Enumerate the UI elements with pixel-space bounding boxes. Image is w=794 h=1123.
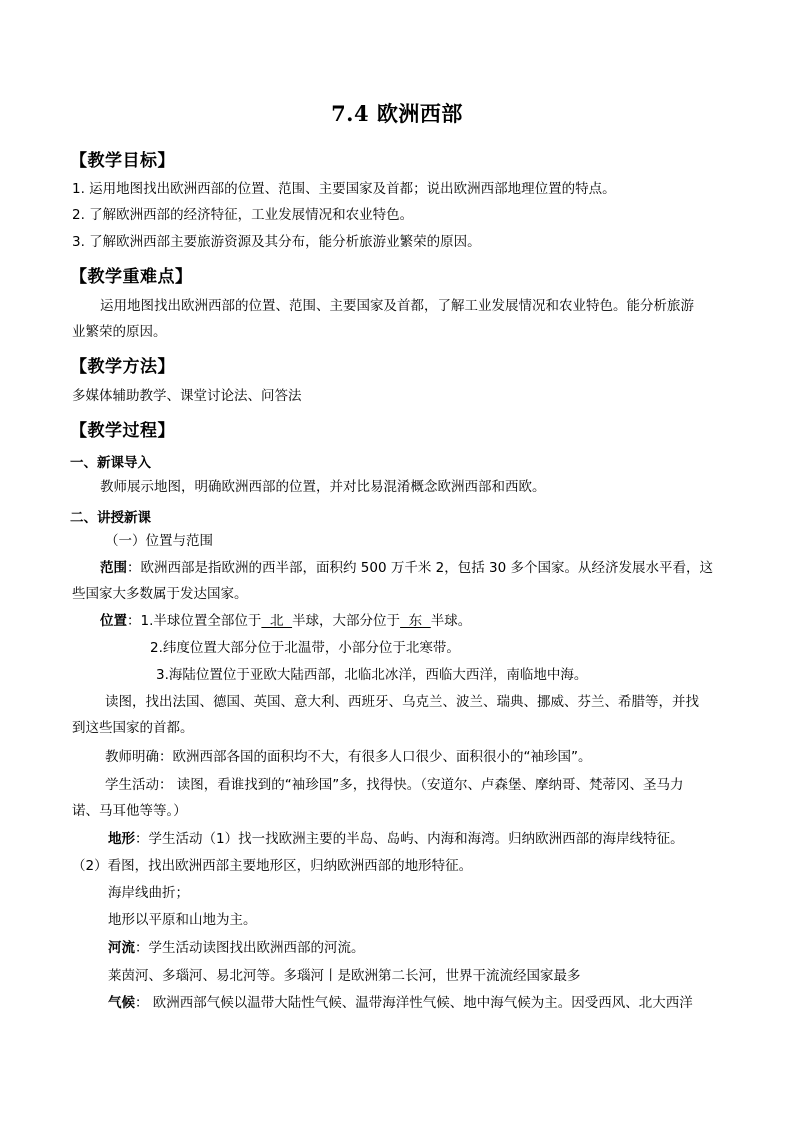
climate-label: 气候 — [108, 995, 135, 1011]
key-points-line-2: 业繁荣的原因。 — [72, 324, 167, 340]
methods-text: 多媒体辅助教学、课堂讨论法、问答法 — [72, 388, 302, 404]
subsection-1-title: （一）位置与范围 — [105, 533, 213, 549]
reading-line-2: 到这些国家的首都。 — [72, 720, 194, 736]
landform-text: 地形以平原和山地为主。 — [108, 912, 257, 928]
rivers-label: 河流 — [108, 940, 135, 956]
part1-title: 一、新课导入 — [70, 455, 151, 471]
document-title: 7.4 欧洲西部 — [331, 101, 463, 126]
position-text-a: ：1.半球位置全部位于 — [127, 613, 262, 629]
goal-item-3: 3. 了解欧洲西部主要旅游资源及其分布，能分析旅游业繁荣的原因。 — [72, 234, 481, 250]
hemisphere-blank-north: 北 — [261, 613, 293, 629]
position-label: 位置 — [100, 613, 127, 629]
key-points-line-1: 运用地图找出欧洲西部的位置、范围、主要国家及首都，了解工业发展情况和农业特色。能分析旅游 — [100, 298, 694, 314]
position-line-2: 2.纬度位置大部分位于北温带，小部分位于北寒带。 — [150, 640, 460, 656]
reading-line-1: 读图，找出法国、德国、英国、意大利、西班牙、乌克兰、波兰、瑞典、挪威、芬兰、希腊等，并找 — [105, 694, 699, 710]
terrain-text: ：学生活动（1）找一找欧洲主要的半岛、岛屿、内海和海湾。归纳欧洲西部的海岸线特征。 — [135, 831, 684, 847]
climate-text: ： 欧洲西部气候以温带大陆性气候、温带海洋性气候、地中海气候为主。因受西风、北大西洋 — [135, 995, 693, 1011]
coastline-text: 海岸线曲折； — [108, 885, 189, 901]
student-activity-line-1: 学生活动： 读图，看谁找到的“袖珍国”多，找得快。（安道尔、卢森堡、摩纳哥、梵蒂冈、圣马力 — [105, 777, 684, 793]
position-line-3: 3.海陆位置位于亚欧大陆西部，北临北冰洋，西临大西洋，南临地中海。 — [156, 667, 588, 683]
terrain-line-1 — [108, 830, 684, 848]
goal-item-2: 2. 了解欧洲西部的经济特征，工业发展情况和农业特色。 — [72, 207, 414, 223]
process-heading: 【教学过程】 — [70, 421, 175, 441]
climate-line — [108, 994, 693, 1012]
range-label: 范围 — [100, 560, 127, 576]
goals-heading: 【教学目标】 — [70, 151, 175, 171]
position-text-b: 半球，大部分位于 — [292, 613, 401, 629]
terrain-label: 地形 — [108, 831, 135, 847]
part1-text: 教师展示地图，明确欧洲西部的位置，并对比易混淆概念欧洲西部和西欧。 — [100, 479, 546, 495]
position-line-1 — [100, 612, 471, 630]
rivers-line-2: 莱茵河、多瑙河、易北河等。多瑙河丨是欧洲第二长河，世界干流流经国家最多 — [108, 968, 581, 984]
part2-title: 二、讲授新课 — [70, 510, 151, 526]
range-line-1 — [100, 559, 713, 577]
terrain-line-2: （2）看图，找出欧洲西部主要地形区，归纳欧洲西部的地形特征。 — [72, 858, 473, 874]
goal-item-1: 1. 运用地图找出欧洲西部的位置、范围、主要国家及首都；说出欧洲西部地理位置的特点。 — [72, 181, 616, 197]
student-activity-line-2: 诺、马耳他等等。） — [72, 803, 187, 819]
teacher-statement: 教师明确：欧洲西部各国的面积均不大，有很多人口很少、面积很小的“袖珍国”。 — [105, 749, 592, 765]
rivers-text: ：学生活动读图找出欧洲西部的河流。 — [135, 940, 365, 956]
range-line-2: 些国家大多数属于发达国家。 — [72, 586, 248, 602]
rivers-line-1 — [108, 939, 365, 957]
key-points-heading: 【教学重难点】 — [70, 267, 193, 287]
range-text: ：欧洲西部是指欧洲的西半部，面积约 500 万千米 2，包括 30 多个国家。从经济发展水平看，这 — [127, 560, 713, 576]
methods-heading: 【教学方法】 — [70, 357, 175, 377]
position-text-c: 半球。 — [430, 613, 472, 629]
hemisphere-blank-east: 东 — [400, 613, 431, 629]
